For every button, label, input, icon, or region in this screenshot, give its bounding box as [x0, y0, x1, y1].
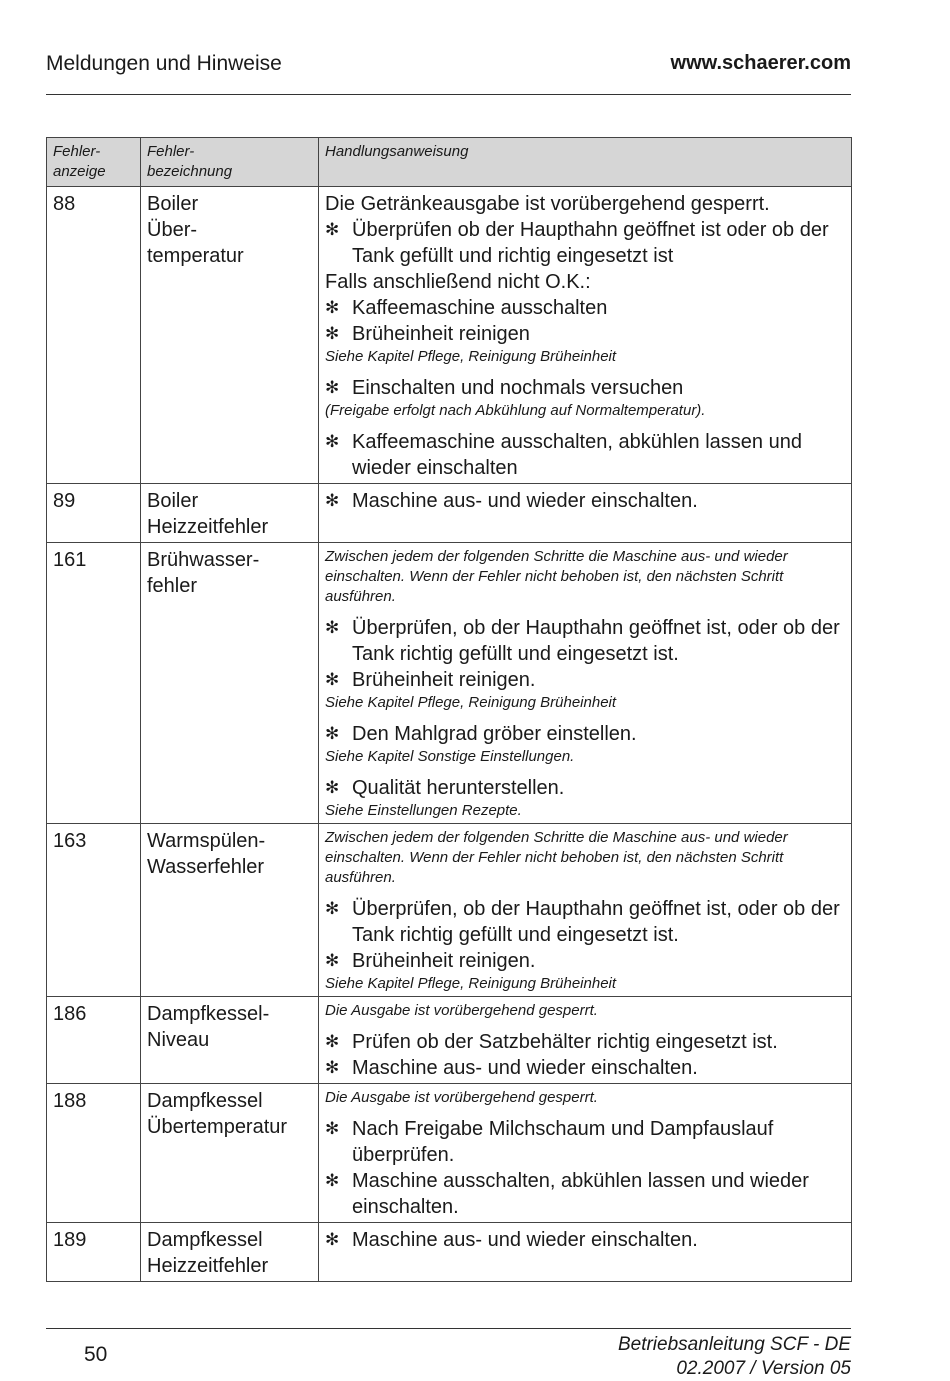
error-instructions — [319, 824, 852, 997]
instruction-step-text: Maschine aus- und wieder einschalten. — [352, 1229, 698, 1251]
table-row — [47, 997, 852, 1084]
error-instructions — [319, 1084, 852, 1223]
instruction-step — [325, 217, 845, 269]
page-footer — [46, 1328, 851, 1379]
error-instructions — [319, 484, 852, 543]
table-row — [47, 187, 852, 484]
error-code: 189 — [47, 1223, 141, 1282]
instruction-step — [325, 1055, 845, 1081]
instruction-note: Siehe Einstellungen Rezepte. — [325, 802, 522, 819]
error-code: 89 — [47, 484, 141, 543]
document-version: 02.2007 / Version 05 — [676, 1358, 851, 1379]
error-code: 88 — [47, 187, 141, 484]
asterisk-bullet-icon: ✻ — [325, 1171, 340, 1190]
error-instructions — [319, 187, 852, 484]
instruction-step-text: Überprüfen ob der Haupthahn geöffnet ist oder ob der Tank gefüllt und richtig eingesetzt ist — [352, 219, 829, 267]
asterisk-bullet-icon: ✻ — [325, 899, 340, 918]
instruction-step-text: Kaffeemaschine ausschalten, abkühlen lassen und wieder einschalten — [352, 431, 802, 479]
instruction-note: Siehe Kapitel Pflege, Reinigung Brüheinheit — [325, 694, 617, 711]
instruction-step — [325, 615, 845, 667]
asterisk-bullet-icon: ✻ — [325, 670, 340, 689]
instruction-note: (Freigabe erfolgt nach Abkühlung auf Normaltemperatur). — [325, 402, 706, 419]
asterisk-bullet-icon: ✻ — [325, 1058, 340, 1077]
section-title: Meldungen und Hinweise — [46, 52, 282, 75]
document-title: Betriebsanleitung SCF - DE — [617, 1334, 851, 1355]
instruction-step — [325, 667, 845, 693]
instruction-step — [325, 948, 845, 974]
error-code: 163 — [47, 824, 141, 997]
instruction-step — [325, 429, 845, 481]
instruction-step — [325, 321, 845, 347]
instruction-note: Siehe Kapitel Sonstige Einstellungen. — [325, 748, 575, 765]
instruction-step-text: Maschine ausschalten, abkühlen lassen und wieder einschalten. — [352, 1170, 809, 1218]
asterisk-bullet-icon: ✻ — [325, 1230, 340, 1249]
table-row — [47, 824, 852, 997]
instruction-step-text: Prüfen ob der Satzbehälter richtig eingesetzt ist. — [352, 1031, 778, 1053]
col-header-name: Fehler- bezeichnung — [141, 138, 319, 187]
table-header-row — [47, 138, 852, 187]
page-number: 50 — [84, 1343, 108, 1366]
col-header-instructions: Handlungsanweisung — [319, 138, 852, 187]
instruction-note: Die Ausgabe ist vorübergehend gesperrt. — [325, 1089, 598, 1106]
instruction-note: Zwischen jedem der folgenden Schritte die Maschine aus- und wieder einschalten. Wenn der Fehler nicht behoben ist, den nächsten Schritt ausführen. — [325, 548, 788, 605]
instruction-step — [325, 775, 845, 801]
asterisk-bullet-icon: ✻ — [325, 724, 340, 743]
asterisk-bullet-icon: ✻ — [325, 491, 340, 510]
asterisk-bullet-icon: ✻ — [325, 778, 340, 797]
instruction-text: Die Getränkeausgabe ist vorübergehend gesperrt. — [325, 193, 770, 215]
error-instructions — [319, 1223, 852, 1282]
error-table — [46, 137, 852, 1282]
instruction-step — [325, 375, 845, 401]
asterisk-bullet-icon: ✻ — [325, 432, 340, 451]
error-name: Boiler Über- temperatur — [141, 187, 319, 484]
error-code: 188 — [47, 1084, 141, 1223]
instruction-step-text: Maschine aus- und wieder einschalten. — [352, 1057, 698, 1079]
instruction-step — [325, 1029, 845, 1055]
instruction-note: Zwischen jedem der folgenden Schritte die Maschine aus- und wieder einschalten. Wenn der Fehler nicht behoben ist, den nächsten Schritt ausführen. — [325, 829, 788, 886]
error-name: Dampfkessel- Niveau — [141, 997, 319, 1084]
table-row — [47, 1084, 852, 1223]
error-name: Dampfkessel Übertemperatur — [141, 1084, 319, 1223]
col-header-code: Fehler- anzeige — [47, 138, 141, 187]
page-header — [46, 52, 851, 95]
error-code: 161 — [47, 543, 141, 824]
instruction-step-text: Einschalten und nochmals versuchen — [352, 377, 684, 399]
instruction-step — [325, 721, 845, 747]
error-code: 186 — [47, 997, 141, 1084]
asterisk-bullet-icon: ✻ — [325, 1119, 340, 1138]
error-name: Warmspülen- Wasserfehler — [141, 824, 319, 997]
instruction-note: Die Ausgabe ist vorübergehend gesperrt. — [325, 1002, 598, 1019]
website-url: www.schaerer.com — [670, 52, 851, 74]
asterisk-bullet-icon: ✻ — [325, 951, 340, 970]
instruction-step — [325, 896, 845, 948]
instruction-step — [325, 1168, 845, 1220]
error-name: Dampfkessel Heizzeitfehler — [141, 1223, 319, 1282]
instruction-note: Siehe Kapitel Pflege, Reinigung Brüheinheit — [325, 975, 617, 992]
asterisk-bullet-icon: ✻ — [325, 618, 340, 637]
instruction-note: Siehe Kapitel Pflege, Reinigung Brüheinheit — [325, 348, 617, 365]
asterisk-bullet-icon: ✻ — [325, 324, 340, 343]
table-row — [47, 1223, 852, 1282]
asterisk-bullet-icon: ✻ — [325, 220, 340, 239]
instruction-step-text: Überprüfen, ob der Haupthahn geöffnet ist, oder ob der Tank richtig gefüllt und eingesetzt ist. — [352, 617, 840, 665]
instruction-step-text: Überprüfen, ob der Haupthahn geöffnet ist, oder ob der Tank richtig gefüllt und eingesetzt ist. — [352, 898, 840, 946]
instruction-step-text: Brüheinheit reinigen — [352, 323, 530, 345]
instruction-step-text: Nach Freigabe Milchschaum und Dampfauslauf überprüfen. — [352, 1118, 774, 1166]
instruction-step — [325, 488, 845, 514]
instruction-step-text: Kaffeemaschine ausschalten — [352, 297, 608, 319]
instruction-step — [325, 1116, 845, 1168]
instruction-step-text: Brüheinheit reinigen. — [352, 950, 536, 972]
error-name: Boiler Heizzeitfehler — [141, 484, 319, 543]
asterisk-bullet-icon: ✻ — [325, 378, 340, 397]
error-instructions — [319, 543, 852, 824]
document-info — [618, 1333, 851, 1381]
instruction-text: Falls anschließend nicht O.K.: — [325, 271, 591, 293]
error-instructions — [319, 997, 852, 1084]
asterisk-bullet-icon: ✻ — [325, 298, 340, 317]
asterisk-bullet-icon: ✻ — [325, 1032, 340, 1051]
instruction-step — [325, 295, 845, 321]
instruction-step-text: Brüheinheit reinigen. — [352, 669, 536, 691]
table-row — [47, 484, 852, 543]
instruction-step — [325, 1227, 845, 1253]
table-row — [47, 543, 852, 824]
error-name: Brühwasser- fehler — [141, 543, 319, 824]
instruction-step-text: Den Mahlgrad gröber einstellen. — [352, 723, 637, 745]
instruction-step-text: Qualität herunterstellen. — [352, 777, 565, 799]
instruction-step-text: Maschine aus- und wieder einschalten. — [352, 490, 698, 512]
